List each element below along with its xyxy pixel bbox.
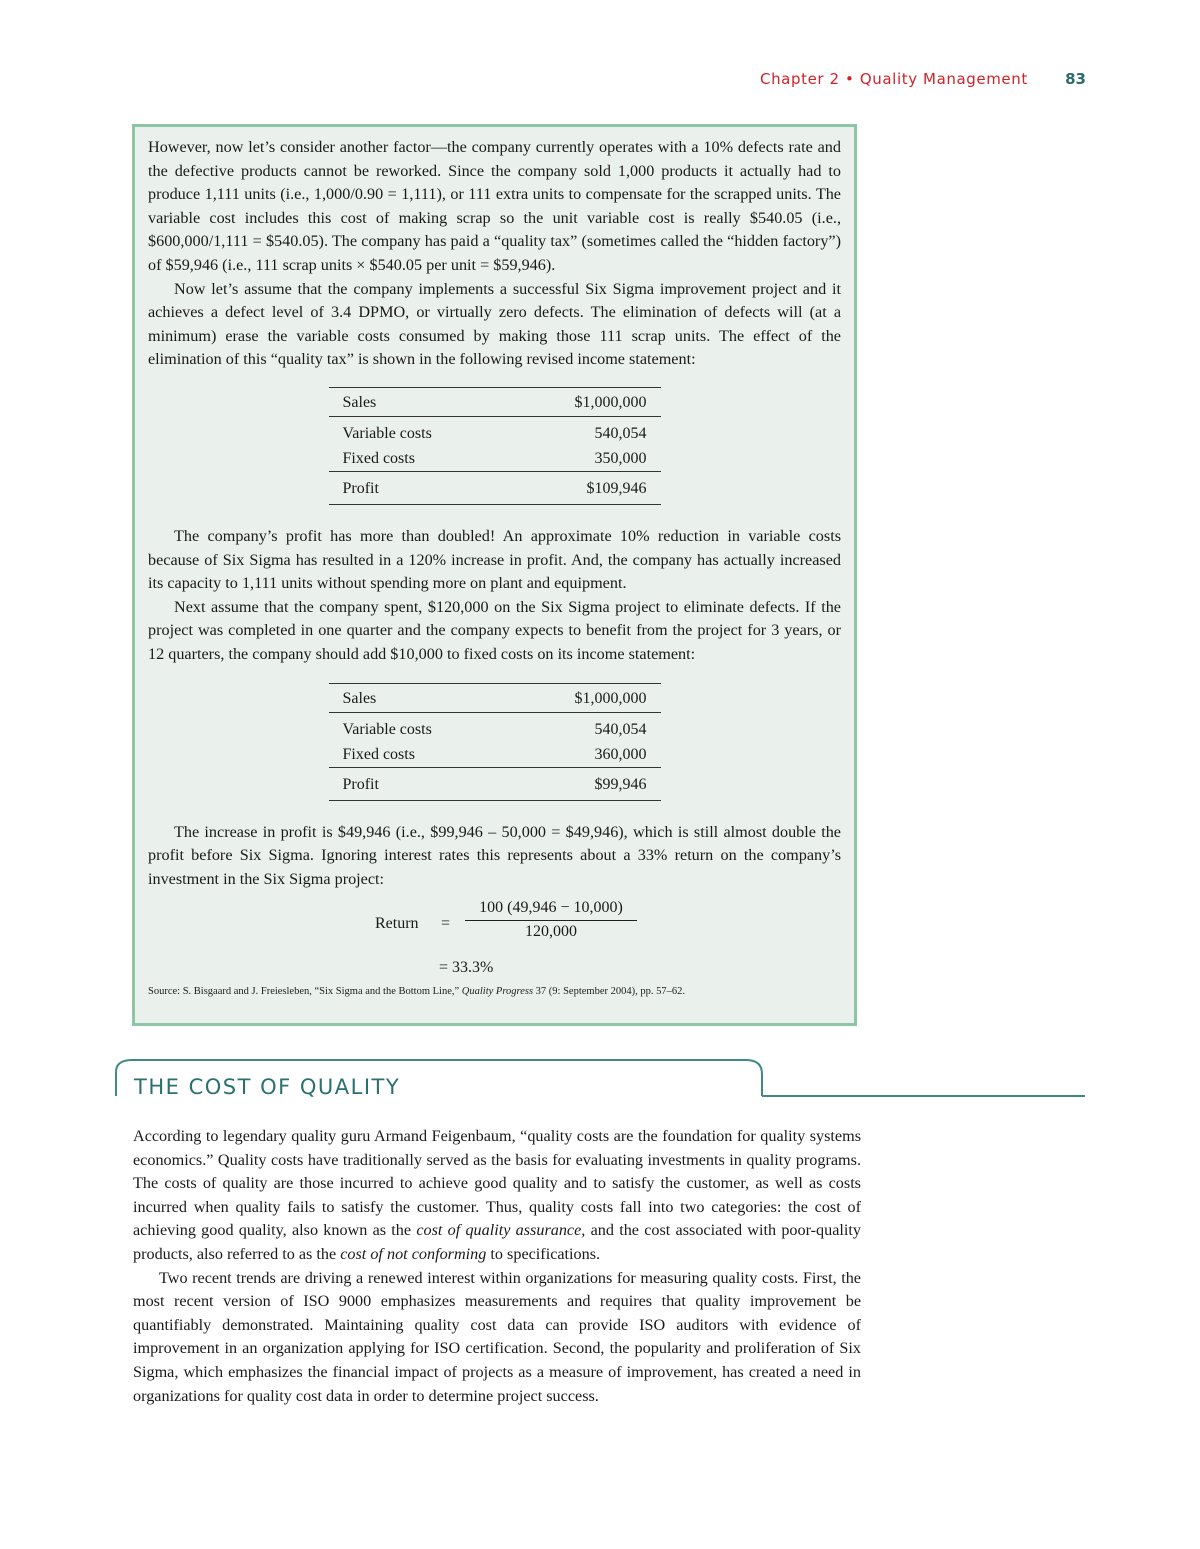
- profit-label: Profit: [329, 471, 508, 504]
- variable-costs-label: Variable costs: [329, 712, 508, 743]
- table-row: [329, 743, 661, 768]
- fixed-costs-label: Fixed costs: [342, 449, 415, 467]
- section-paragraph-2: Two recent trends are driving a renewed interest within organizations for measuring quality costs. First, the most recent version of ISO 9000 emphasizes measurements and requires that quality improvement be quantifiably demonstrated. Maintaining quality cost data can provide ISO auditors with evidence of improvement in an organization applying for ISO certification. Second, the popularity and proliferation of Six Sigma, which emphasizes the financial impact of projects as a measure of improvement, has created a need in organizations for quality cost data in order to determine project success.: [133, 1268, 861, 1405]
- sales-label: Sales: [329, 683, 508, 712]
- variable-costs-label: Variable costs: [329, 416, 508, 447]
- term-cost-of-quality-assurance: cost of quality assurance,: [416, 1221, 586, 1240]
- sales-value: $1,000,000: [508, 387, 661, 416]
- paragraph-text: According to legendary quality guru Armand Feigenbaum, “quality costs are the foundation for quality systems economics.” Quality costs have traditionally served as the basis for evaluating investments in quality programs. The costs of quality are those incurred to achieve good quality and to satisfy the customer, as well as costs incurred when quality fails to satisfy the customer. Thus, quality costs fall into two categories: the cost of achieving good quality, also known as the: [133, 1127, 861, 1240]
- fixed-costs-label: Fixed costs: [342, 745, 415, 763]
- variable-costs-value: 540,054: [508, 416, 661, 447]
- fraction-bar: [465, 920, 637, 921]
- box-paragraph-4: Next assume that the company spent, $120,000 on the Six Sigma project to eliminate defects. If the project was completed in one quarter and the company expects to benefit from the project for 3 years, or 12 quarters, the company should add $10,000 to fixed costs on its income statement:: [148, 597, 841, 663]
- source-journal: Quality Progress: [461, 986, 534, 998]
- income-statement-table-1: [329, 387, 661, 505]
- sales-label: Sales: [329, 387, 508, 416]
- section-title: THE COST OF QUALITY: [134, 1075, 401, 1099]
- equation-denominator: 120,000: [525, 923, 577, 941]
- fixed-costs-value: 350,000: [594, 449, 647, 467]
- sales-value: $1,000,000: [508, 683, 661, 712]
- table-row: [329, 416, 661, 447]
- fixed-costs-value: 360,000: [594, 745, 647, 763]
- box-paragraph-1: However, now let’s consider another factor—the company currently operates with a 10% defects rate and the defective products cannot be reworked. Since the company sold 1,000 products it actually had to produce 1,111 units (i.e., 1,000/0.90 = 1,111), or 111 extra units to compensate for the scrapped units. The variable cost includes this cost of making scrap so the unit variable cost is really $540.05 (i.e., $600,000/1,111 = $540.05). The company has paid a “quality tax” (sometimes called the “hidden factory”) of $59,946 (i.e., 111 scrap units × $540.05 per unit = $59,946).: [148, 138, 841, 274]
- table-row: [329, 387, 661, 416]
- table-row: [329, 767, 661, 800]
- section-paragraph-1: [133, 1125, 861, 1267]
- paragraph-text: to specifications.: [490, 1244, 601, 1263]
- box-paragraph-3: The company’s profit has more than doubled! An approximate 10% reduction in variable costs because of Six Sigma has resulted in a 120% increase in profit. And, the company has actually increased its capacity to 1,111 units without spending more on plant and equipment.: [148, 526, 841, 593]
- table-row: [329, 471, 661, 504]
- paragraph-text: and the cost associated with poor-quality products, also referred to as the: [133, 1221, 862, 1263]
- term-cost-of-not-conforming: cost of not conforming: [340, 1244, 487, 1263]
- source-citation: [148, 986, 841, 997]
- source-suffix: 37 (9: September 2004), pp. 57–62.: [535, 986, 685, 998]
- equation-equals: =: [441, 915, 451, 933]
- running-head: [760, 70, 1088, 88]
- income-statement-table-2: [329, 683, 661, 801]
- page-number: 83: [1065, 70, 1086, 88]
- profit-value: $109,946: [508, 471, 661, 504]
- equation-result: = 33.3%: [439, 959, 494, 977]
- source-prefix: Source: S. Bisgaard and J. Freiesleben, “Six Sigma and the Bottom Line,”: [148, 986, 460, 998]
- running-title: Chapter 2 • Quality Management: [760, 70, 1028, 88]
- table-row: [329, 712, 661, 743]
- section-body: [133, 1125, 861, 1408]
- variable-costs-value: 540,054: [508, 712, 661, 743]
- equation-numerator: 100 (49,946 − 10,000): [479, 899, 623, 917]
- profit-value: $99,946: [508, 767, 661, 800]
- profit-label: Profit: [329, 767, 508, 800]
- box-paragraph-2: Now let’s assume that the company implements a successful Six Sigma improvement project and it achieves a defect level of 3.4 DPMO, or virtually zero defects. The elimination of defects will (at a minimum) erase the variable costs consumed by making those 111 scrap units. The effect of the elimination of this “quality tax” is shown in the following revised income statement:: [148, 279, 841, 369]
- table-row: [329, 683, 661, 712]
- box-paragraph-5: The increase in profit is $49,946 (i.e., $99,946 – 50,000 = $49,946), which is still almost double the profit before Six Sigma. Ignoring interest rates this represents about a 33% return on the company’s investment in the Six Sigma project:: [148, 822, 841, 888]
- example-box: [132, 124, 857, 1026]
- return-equation: [148, 899, 841, 959]
- equation-label: Return: [375, 915, 419, 933]
- table-row: [329, 447, 661, 472]
